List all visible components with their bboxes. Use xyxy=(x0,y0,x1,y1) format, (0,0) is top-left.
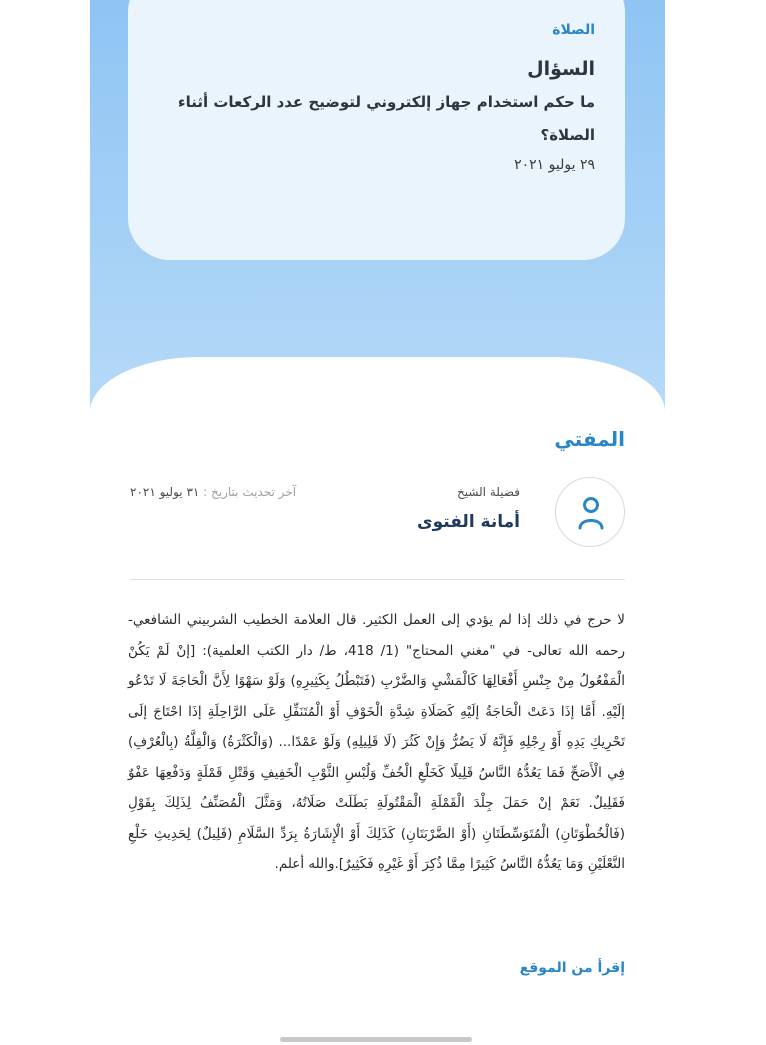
answer-text: لا حرج في ذلك إذا لم يؤدي إلى العمل الكثير. قال العلامة الخطيب الشربيني الشافعي-رحمه الله تعالى- في "مغني المحتاج" (1/ 418، ط/ دار الكتب العلمية): [إنْ لَمْ يَكُنْ الْمَفْعُولُ مِنْ جِنْسِ أَفْعَالِهَا كَالْمَشْيِ وَالضَّرْبِ (فَتَبْطُلُ بِكَثِيرِهِ) وَلَوْ سَهْوًا لِأَنَّ الْحَاجَةَ لَا تَدْعُو إلَيْهِ. أَمَّا إذَا دَعَتْ الْحَاجَةُ إلَيْهِ كَصَلَاةِ شِدَّةِ الْخَوْفِ أَوْ الْمُتَنَفِّلِ عَلَى الرَّاحِلَةِ إذَا احْتَاجَ إلَى تَحْرِيكِ يَدِهِ أَوْ رِجْلِهِ فَإِنَّهُ لَا يَضُرُّ وَإِنْ كَثُرَ (لَا قَلِيلِهِ) وَلَوْ عَمْدًا... (وَالْكَثْرَةُ) وَالْقِلَّةُ (بِالْعُرْفِ) فِي الْأَصَحِّ فَمَا يَعُدُّهُ النَّاسُ قَلِيلًا كَخَلْعِ الْخُفِّ وَلُبْسِ الثَّوْبِ الْخَفِيفِ وَقَتْلِ قَمْلَةٍ وَدَفْعِهَا عَفْوٌ فَقَلِيلٌ. نَعَمْ إنْ حَمَلَ جِلْدَ الْقَمْلَةِ الْمَقْتُولَةِ بَطَلَتْ صَلَاتُهُ، وَمَثَّلَ الْمُصَنِّفُ لِذَلِكَ بِقَوْلِ (فَالْخُطْوَتَانِ) الْمُتَوَسِّطَتَانِ (أَوْ الضَّرْبَتَانِ) كَذَلِكَ أَوْ الْإِشَارَةُ بِرَدِّ السَّلَامِ (قَلِيلٌ) لِحَدِيثِ خَلْعِ النَّعْلَيْنِ وَمَا يَعُدُّهُ النَّاسُ كَثِيرًا مِمَّا ذُكِرَ أَوْ غَيْرِهِ فَكَثِيرٌ].والله أعلم. xyxy=(128,612,625,872)
question-card xyxy=(128,0,625,260)
fatwa-screen xyxy=(90,0,665,1045)
mufti-heading: المفتي xyxy=(554,427,625,451)
question-heading: السؤال xyxy=(527,58,595,80)
user-icon xyxy=(577,496,605,530)
question-category[interactable]: الصلاة xyxy=(552,22,595,38)
sheikh-label: فضيلة الشيخ xyxy=(456,485,520,499)
avatar xyxy=(555,477,625,547)
answer-sheet xyxy=(90,357,665,1045)
divider xyxy=(130,579,625,580)
last-updated-label: آخر تحديث بتاريخ : xyxy=(203,485,297,499)
last-updated-date: ٣١ يوليو ٢٠٢١ xyxy=(130,485,200,499)
question-date: ٢٩ يوليو ٢٠٢١ xyxy=(514,157,595,173)
read-from-site-link[interactable]: إقرأ من الموقع xyxy=(519,960,625,976)
sheikh-name: أمانة الفتوى xyxy=(417,512,520,532)
question-text: ما حكم استخدام جهاز إلكتروني لتوضيح عدد الركعات أثناء الصلاة؟ xyxy=(177,93,595,144)
home-indicator xyxy=(280,1037,472,1042)
last-updated xyxy=(130,485,296,499)
